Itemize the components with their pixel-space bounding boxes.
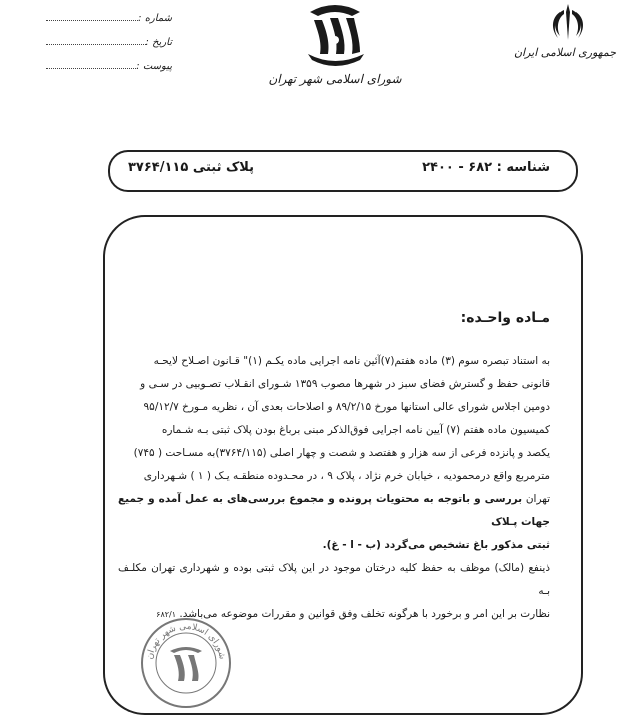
plaque-number: پلاک ثبتی ۳۷۶۴/۱۱۵ [128, 160, 255, 175]
date-label: تاریخ : [145, 37, 172, 48]
body-bold-text: بررسی و باتوجه به محتویات پرونده و مجموع بررسی‌های به عمل آمده و جمیع جهات پـلاک [118, 493, 550, 528]
attachment-dotted-line [46, 68, 136, 69]
body-line-end: نظارت بر این امر و برخورد با هرگونه تخلف وفق قوانین و مقررات موضوعه می‌باشد. [179, 608, 550, 620]
number-field [42, 8, 172, 24]
iran-emblem-icon [548, 2, 588, 42]
body-line: دومین اجلاس شورای عالی استانها مورخ ۸۹/۲/۱۵ و اصلاحات بعدی آن ، نظریه مـورخ ۹۵/۱۲/۷ [143, 401, 550, 413]
body-line: به استناد تبصره سوم (۳) ماده هفتم(۷)آئین نامه اجرایی ماده یکـم (۱)" قـانون اصـلاح لایحـه [153, 355, 550, 367]
document-id: شناسه : ۶۸۲ - ۲۴۰۰ [422, 160, 550, 175]
body-line-start: تهران [522, 493, 550, 505]
date-dotted-line [46, 44, 146, 45]
council-caption: شورای اسلامی شهر تهران [268, 72, 402, 86]
body-line: کمیسیون ماده هفتم (۷) آیین نامه اجرایی فوق‌الذکر مبنی برباغ بودن پلاک ثبتی بـه شـماره [161, 424, 550, 436]
article-title: مـاده واحـده: [460, 310, 550, 326]
date-field [42, 32, 172, 48]
body-line-mixed [118, 488, 550, 534]
number-label: شماره : [138, 13, 172, 24]
attachment-label: پیوست : [136, 61, 172, 72]
stamp-text: شورای اسلامی شهر تهران [145, 621, 227, 661]
body-line: قانونی حفظ و گسترش فضای سبز در شهرها مصوب ۱۳۵۹ شـورای انقـلاب تصـوبیی در سـی و [140, 378, 550, 390]
city-council-logo [300, 2, 370, 68]
body-bold-end: ثبتی مذکور باغ تشخیص می‌گردد (ب - ا - غ). [322, 539, 550, 551]
body-line: یکصد و پانزده فرعی از سه هزار و هفتصد و شصت و چهار اصلی (۳۷۶۴/۱۱۵)به مسـاحت ( ۷۴۵) [133, 447, 550, 459]
reference-number: ۶۸۲/۱ [156, 610, 177, 619]
article-body [118, 350, 550, 626]
attachment-field [42, 56, 172, 72]
body-line: ذینفع (مالک) موظف به حفظ کلیه درختان موجود در این پلاک ثبتی بوده و شهرداری تهران مکلـف بـه [118, 562, 550, 597]
iran-caption: جمهوری اسلامی ایران [513, 46, 617, 59]
number-dotted-line [46, 20, 138, 21]
council-stamp-icon [138, 615, 234, 711]
body-line: مترمربع واقع درمحمودیه ، خیابان خرم نژاد ، پلاک ۹ ، در محـدوده منطقـه یـک ( ۱ ) شـهرداری [143, 470, 550, 482]
